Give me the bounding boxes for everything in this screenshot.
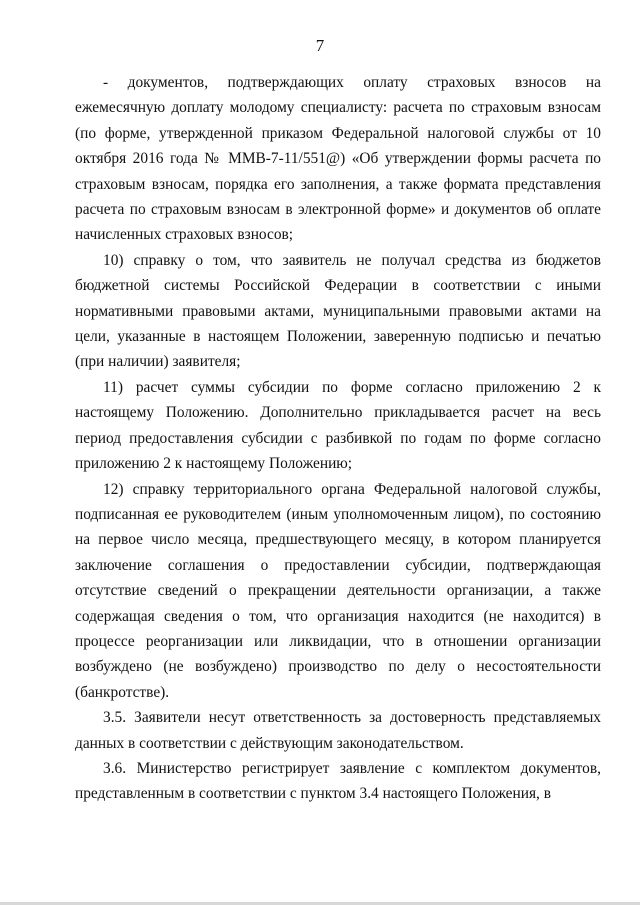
page-number: 7 — [315, 36, 325, 55]
paragraph-item-12: 12) справку территориального органа Федеральной налоговой службы, подписанная ее руководителем (иным уполномоченным лицом), по состоянию на первое число месяца, предшествующего месяцу, в котором планируется заключение соглашения о предоставлении субсидии, подтверждающая отсутствие сведений о прекращении деятельности организации, а также содержащая сведения о том, что организация находится (не находится) в процессе реорганизации или ликвидации, что в отношении организации возбуждено (не возбуждено) производство по делу о несостоятельности (банкротстве). — [75, 480, 601, 701]
paragraph-item-11: 11) расчет суммы субсидии по форме согласно приложению 2 к настоящему Положению. Дополнительно прикладывается расчет на весь период предоставления субсидии с разбивкой по годам по форме согласно приложению 2 к настоящему Положению; — [75, 378, 601, 473]
document-body — [75, 70, 601, 807]
paragraph-insurance-documents: - документов, подтверждающих оплату страховых взносов на ежемесячную доплату молодому специалисту: расчета по страховым взносам (по форме, утвержденной приказом Федеральной налоговой службы от 10 октября 2016 года № ММВ-7-11/551@) «Об утверждении формы расчета по страховым взносам, порядка его заполнения, а также формата представления расчета по страховым взносам в электронной форме» и документов об оплате начисленных страховых взносов; — [75, 74, 601, 244]
paragraph-item-10: 10) справку о том, что заявитель не получал средства из бюджетов бюджетной системы Российской Федерации в соответствии с иными нормативными правовыми актами, муниципальными правовыми актами на цели, указанные в настоящем Положении, заверенную подписью и печатью (при наличии) заявителя; — [75, 251, 601, 371]
paragraph-3-5: 3.5. Заявители несут ответственность за достоверность представляемых данных в соответствии с действующим законодательством. — [75, 709, 601, 752]
paragraph-3-6: 3.6. Министерство регистрирует заявление с комплектом документов, представленным в соответствии с пунктом 3.4 настоящего Положения, в — [75, 759, 601, 803]
